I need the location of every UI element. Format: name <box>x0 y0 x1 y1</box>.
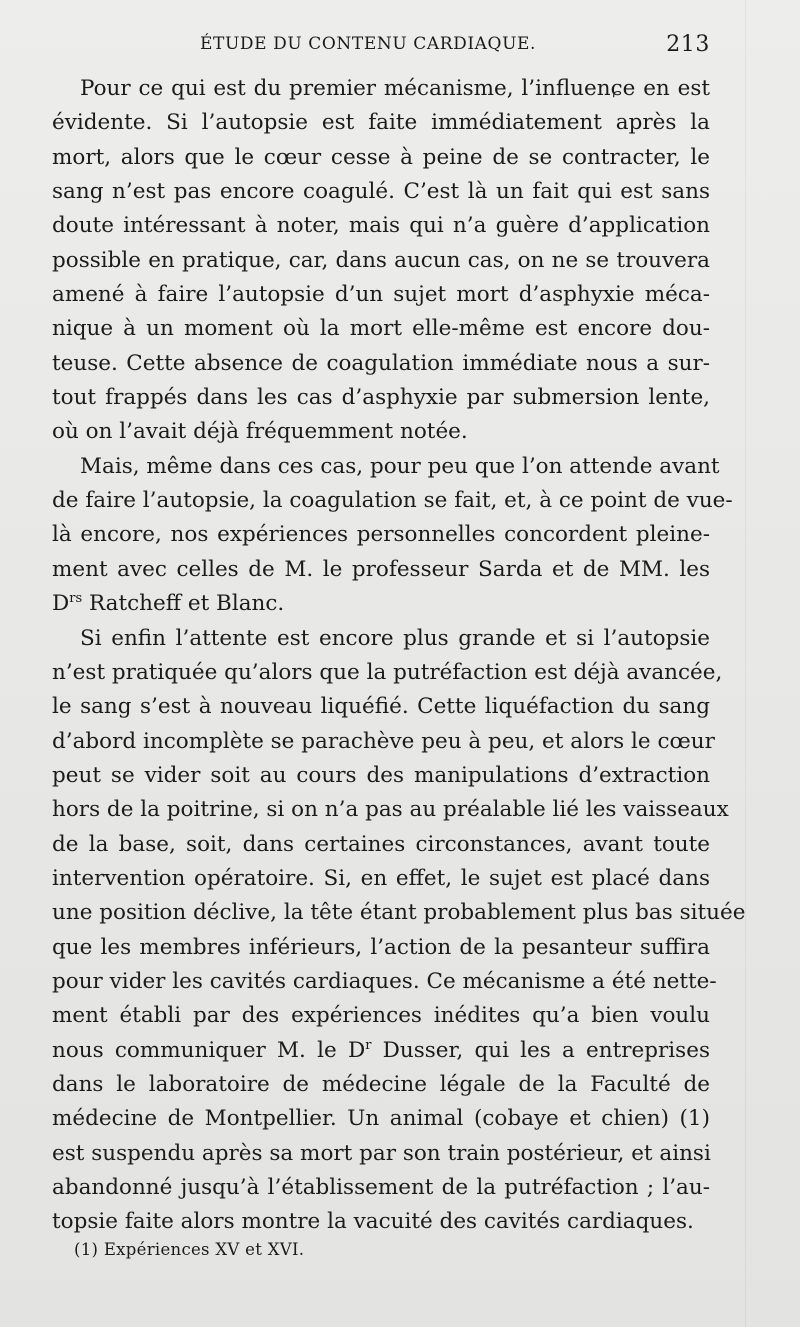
text-line: intervention opératoire. Si, en effet, le sujet est placé dans <box>52 865 710 891</box>
text-line: nique à un moment où la mort elle-même est encore dou- <box>52 316 710 342</box>
text-line: dans le laboratoire de médecine légale de la Faculté de <box>52 1071 710 1097</box>
text-line: sang n’est pas encore coagulé. C’est là un fait qui est sans <box>52 179 710 205</box>
text-line: $D^{rs}$ Ratcheff et Blanc. <box>52 591 285 617</box>
text-line: abandonné jusqu’à l’établissement de la putréfaction ; l’au- <box>52 1175 710 1200</box>
text-line: teuse. Cette absence de coagulation immédiate nous a sur- <box>52 350 710 376</box>
text-line: nous communiquer M. le $D^r$ Dusser, qui les a entreprises <box>52 1037 710 1063</box>
text-line: médecine de Montpellier. Un animal (cobaye et chien) (1) <box>52 1106 710 1132</box>
text-line: ment avec celles de M. le professeur Sarda et de MM. les <box>52 556 710 582</box>
text-line: d’abord incomplète se parachève peu à peu, et alors le cœur <box>52 728 715 754</box>
text-line: Mais, même dans ces cas, pour peu que l’on attende avant <box>80 453 720 479</box>
text-line: mort, alors que le cœur cesse à peine de se contracter, le <box>52 144 710 170</box>
text-line: ment établi par des expériences inédites qu’a bien voulu <box>52 1003 710 1029</box>
text-line: de faire l’autopsie, la coagulation se fait, et, à ce point de vue- <box>52 488 733 514</box>
text-line: amené à faire l’autopsie d’un sujet mort d’asphyxie méca- <box>52 282 710 308</box>
abbrev-doctor: $D^r$ <box>347 1037 372 1063</box>
footnote: (1) Expériences XV et XVI. <box>74 1240 305 1259</box>
text-line: Pour ce qui est du premier mécanisme, l’influenɕe en est <box>80 76 710 101</box>
text-line: évidente. Si l’autopsie est faite immédiatement après la <box>52 110 710 136</box>
page-header <box>200 34 710 64</box>
body-text <box>52 72 746 1240</box>
text-line: doute intéressant à noter, mais qui n’a guère d’application <box>52 213 710 239</box>
page-number: 213 <box>666 32 710 57</box>
text-line: le sang s’est à nouveau liquéfié. Cette liquéfaction du sang <box>52 694 710 720</box>
text-line: hors de la poitrine, si on n’a pas au préalable lié les vaisseaux <box>52 797 729 823</box>
running-title: ÉTUDE DU CONTENU CARDIAQUE. <box>200 34 537 54</box>
text-line: là encore, nos expériences personnelles concordent pleine- <box>52 522 710 548</box>
page-shadow <box>745 0 746 1327</box>
text-line: une position déclive, la tête étant probablement plus bas située <box>52 900 746 926</box>
text-line: tout frappés dans les cas d’asphyxie par submersion lente, <box>52 385 710 411</box>
text-line: pour vider les cavités cardiaques. Ce mécanisme a été nette- <box>52 968 717 994</box>
text-line: où on l’avait déjà fréquemment notée. <box>52 419 468 445</box>
text-line: de la base, soit, dans certaines circonstances, avant toute <box>52 831 710 857</box>
abbrev-doctors: $D^{rs}$ <box>52 591 83 617</box>
text-line: possible en pratique, car, dans aucun cas, on ne se trouvera <box>52 247 710 273</box>
text-line: est suspendu après sa mort par son train postérieur, et ainsi <box>52 1140 711 1166</box>
text-line: Si enfin l’attente est encore plus grande et si l’autopsie <box>80 625 710 651</box>
text-line: peut se vider soit au cours des manipulations d’extraction <box>52 762 710 788</box>
text-line: que les membres inférieurs, l’action de la pesanteur suffira <box>52 934 710 960</box>
text-line: n’est pratiquée qu’alors que la putréfaction est déjà avancée, <box>52 659 723 685</box>
text-line: topsie faite alors montre la vacuité des cavités cardiaques. <box>52 1209 694 1235</box>
